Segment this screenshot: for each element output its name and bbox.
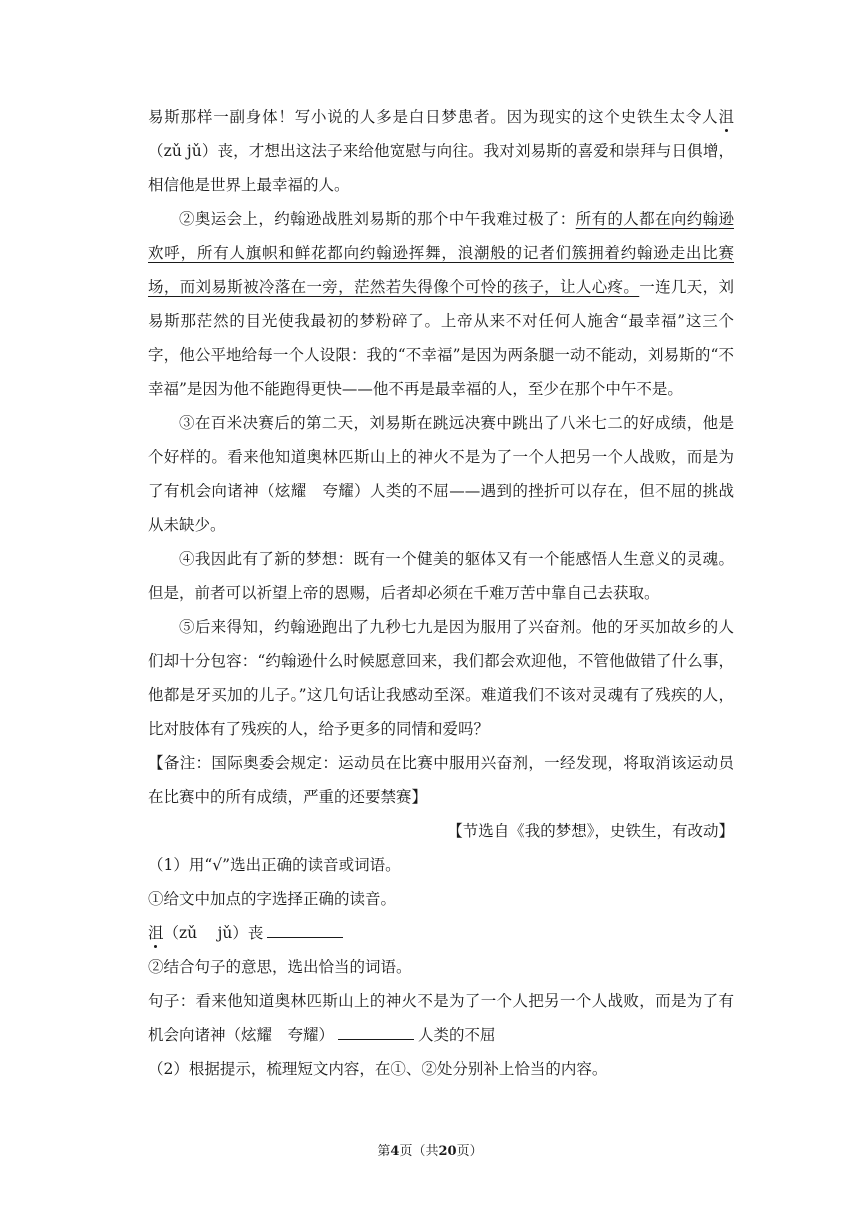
paragraph-text: 一连几天，刘易斯那茫然的目光使我最初的梦粉碎了。上帝从来不对任何人施舍“最幸福”这三个字，他公平地给每一个人设限：我的“不幸福”是因为两条腿一动不能动，刘易斯的“不幸福”是因为他不能跑得更快——他不再是最幸福的人，至少在那个中午不是。: [148, 278, 734, 398]
question-2: （2）根据提示，梳理短文内容，在①、②处分别补上恰当的内容。: [148, 1060, 608, 1078]
answer-blank[interactable]: [267, 919, 343, 938]
question-1a: ①给文中加点的字选择正确的读音。: [148, 890, 397, 908]
paragraph-5: ⑤后来得知，约翰逊跑出了九秒七九是因为服用了兴奋剂。他的牙买加故乡的人们却十分包容：“约翰逊什么时候愿意回来，我们都会欢迎他，不管他做错了什么事，他都是牙买加的儿子。”这几句话让我感动至深。难道我们不该对灵魂有了残疾的人，比对肢体有了残疾的人，给予更多的同情和爱吗？: [148, 618, 734, 738]
dotted-character: 沮: [148, 924, 164, 942]
sentence-text: 人类的不屈: [418, 1026, 496, 1044]
sentence-text: 句子：看来他知道奥林匹斯山上的神火不是为了一个人把另一个人战败，而是为了有机会向诸神（炫耀 夸耀）: [148, 992, 734, 1044]
paragraph-text: 易斯那样一副身体！写小说的人多是白日梦患者。因为现实的这个史铁生太令人: [148, 108, 719, 126]
dotted-character: 沮: [718, 108, 734, 126]
paragraph-2: [148, 202, 734, 406]
answer-blank[interactable]: [338, 1021, 414, 1040]
paragraph-4: ④我因此有了新的梦想：既有一个健美的躯体又有一个能感悟人生意义的灵魂。但是，前者可以祈望上帝的恩赐，后者却必须在千难万苦中靠自己去获取。: [148, 550, 734, 602]
question-1b: ②结合句子的意思，选出恰当的词语。: [148, 958, 412, 976]
footer-text: 页）: [456, 1144, 483, 1159]
page-footer: [0, 1140, 860, 1159]
paragraph-3: ③在百米决赛后的第二天，刘易斯在跳远决赛中跳出了八米七二的好成绩，他是个好样的。看来他知道奥林匹斯山上的神火不是为了一个人把另一个人战败，而是为了有机会向诸神（炫耀 夸耀）人类的不屈——遇到的挫折可以存在，但不屈的挑战从未缺少。: [148, 414, 734, 534]
page-number: 4: [390, 1144, 400, 1159]
paragraph-continued: [148, 100, 734, 202]
question-1b-item: [148, 984, 734, 1052]
source-citation: 【节选自《我的梦想》，史铁生，有改动】: [447, 822, 734, 840]
question-1a-item: [148, 916, 734, 950]
page-total: 20: [438, 1144, 457, 1159]
footer-text: 第: [377, 1144, 391, 1159]
paragraph-text: （zǔ jǔ）丧，才想出这法子来给他宽慰与向往。我对刘易斯的喜爱和崇拜与日俱增，相信他是世界上最幸福的人。: [148, 142, 734, 194]
footer-text: 页（共: [399, 1144, 439, 1159]
underlined-sentence: 所有的人都在向约翰逊欢呼，所有人旗帜和鲜花都向约翰逊挥舞，浪潮般的记者们簇拥着约翰逊走出比赛场，而刘易斯被冷落在一旁，茫然若失得像个可怜的孩子，让人心疼。: [148, 210, 734, 296]
pinyin-options: （zǔ jǔ）丧: [163, 924, 264, 942]
paragraph-text: ②奥运会上，约翰逊战胜刘易斯的那个中午我难过极了：: [179, 210, 576, 228]
note: 【备注：国际奥委会规定：运动员在比赛中服用兴奋剂，一经发现，将取消该运动员在比赛中的所有成绩，严重的还要禁赛】: [148, 754, 734, 806]
document-content: [148, 100, 734, 1086]
question-1: （1）用“√”选出正确的读音或词语。: [148, 856, 401, 874]
